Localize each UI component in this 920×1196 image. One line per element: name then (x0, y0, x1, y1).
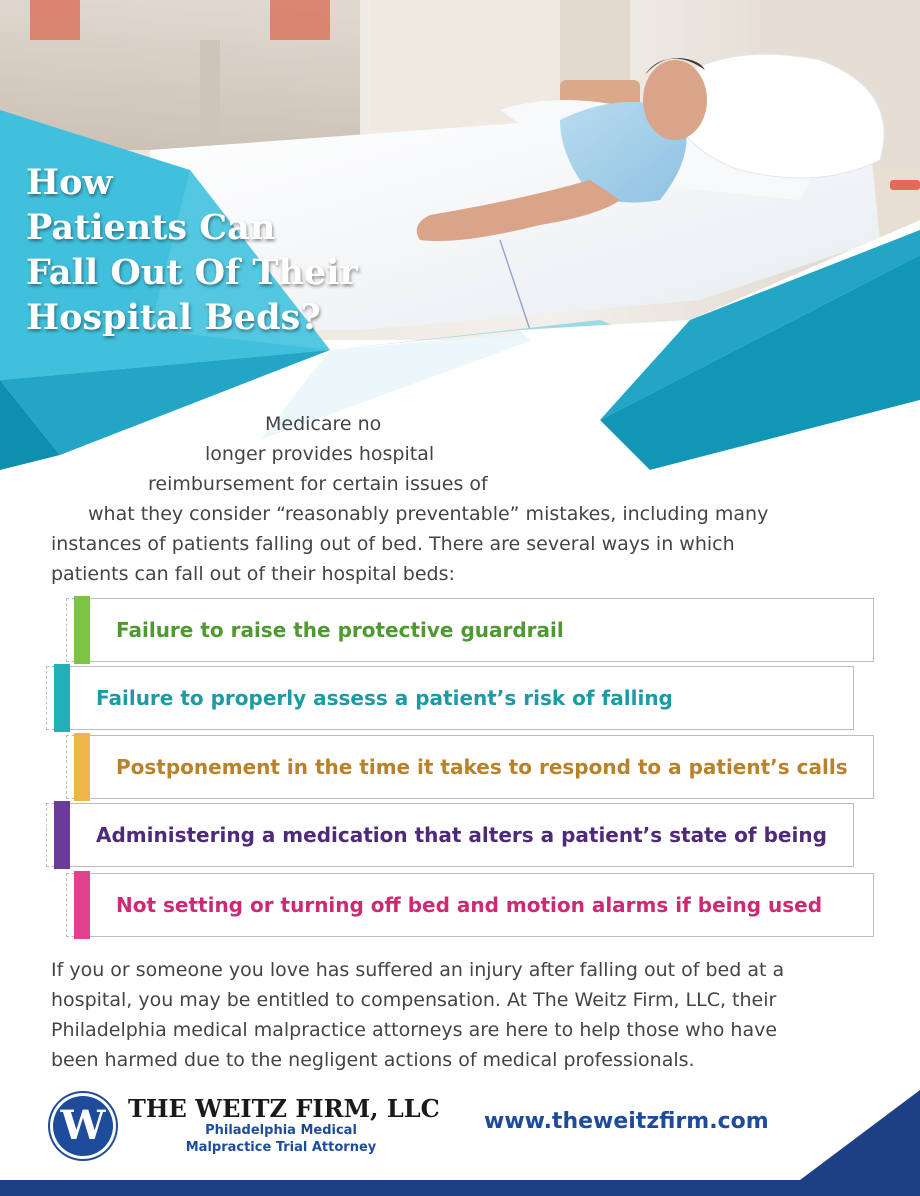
firm-logo (50, 1093, 116, 1159)
closing-line: Philadelphia medical malpractice attorneys are here to help those who have (51, 1019, 778, 1041)
title-line: Hospital Beds? (26, 297, 321, 338)
intro-line: longer provides hospital (205, 443, 435, 465)
title-line: How (26, 162, 113, 203)
closing-paragraph (51, 955, 784, 1075)
reason-item (46, 666, 854, 730)
logo-letter: W (60, 1102, 106, 1149)
reason-item (66, 873, 874, 937)
color-bar (74, 733, 90, 801)
reason-item (66, 598, 874, 662)
title-line: Patients Can (26, 207, 276, 248)
reason-item (46, 803, 854, 867)
closing-line: hospital, you may be entitled to compensation. At The Weitz Firm, LLC, their (51, 989, 777, 1011)
intro-line: reimbursement for certain issues of (148, 473, 488, 495)
color-bar (74, 596, 90, 664)
page-title (26, 160, 358, 340)
title-line: Fall Out Of Their (26, 252, 358, 293)
intro-line: instances of patients falling out of bed. There are several ways in which (51, 533, 735, 555)
reason-label: Postponement in the time it takes to respond to a patient’s calls (116, 755, 848, 779)
reason-item (66, 735, 874, 799)
reason-label: Not setting or turning off bed and motion alarms if being used (116, 893, 823, 917)
reason-label: Administering a medication that alters a patient’s state of being (96, 823, 827, 847)
reason-label: Failure to properly assess a patient’s risk of falling (96, 686, 673, 710)
footer-bar (0, 1180, 920, 1196)
color-bar (54, 801, 70, 869)
intro-line: what they consider “reasonably preventable” mistakes, including many (88, 503, 769, 525)
color-bar (74, 871, 90, 939)
closing-line: If you or someone you love has suffered an injury after falling out of bed at a (51, 959, 785, 981)
firm-name: THE WEITZ FIRM, LLC (128, 1094, 440, 1123)
intro-paragraph (0, 409, 920, 589)
firm-tagline: Philadelphia Medical (205, 1123, 357, 1138)
intro-line: Medicare no (265, 413, 382, 435)
website-link[interactable]: www.theweitzfirm.com (484, 1109, 769, 1134)
firm-tagline: Malpractice Trial Attorney (185, 1140, 377, 1155)
reason-label: Failure to raise the protective guardrail (116, 618, 564, 642)
color-bar (54, 664, 70, 732)
intro-line: patients can fall out of their hospital beds: (51, 563, 455, 585)
closing-line: been harmed due to the negligent actions of medical professionals. (51, 1049, 695, 1071)
